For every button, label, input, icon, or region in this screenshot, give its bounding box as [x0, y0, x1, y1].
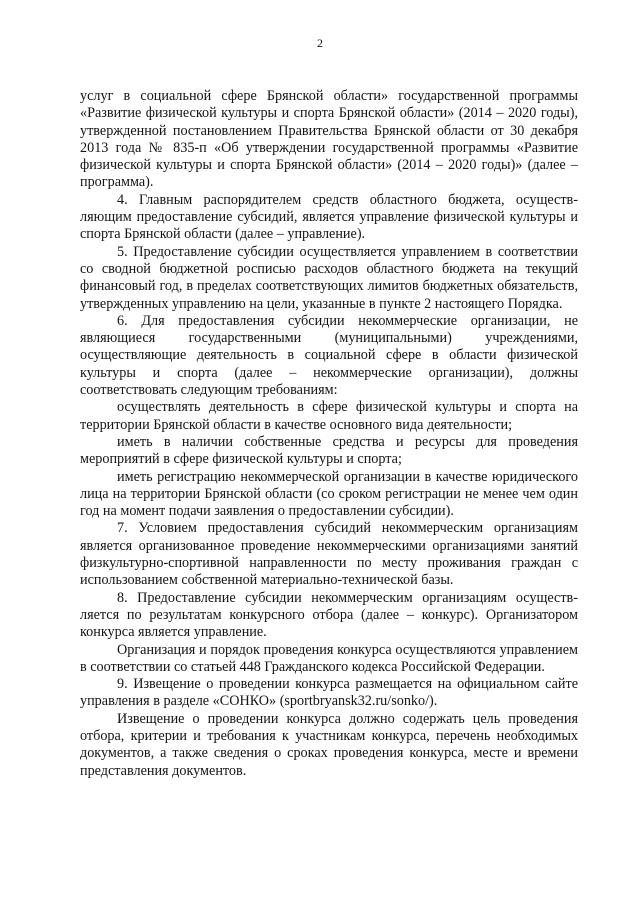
paragraph-item-7: 7. Условием предоставления субсидий некоммерческим организациям является организованное проведение некоммерческими организациями занятий физкультурно-спортивной направленности по месту проживания граждан с использованием собственной материально-технической базы.	[80, 520, 578, 589]
paragraph-item-4: 4. Главным распорядителем средств областного бюджета, осуществляющим предоставление субсидий, является управление физической культуры и спорта Брянской области (далее – управление).	[80, 191, 578, 243]
requirement-item: иметь в наличии собственные средства и ресурсы для проведения мероприятий в сфере физической культуры и спорта;	[80, 433, 578, 468]
paragraph-continuation: услуг в социальной сфере Брянской области» государственной программы «Развитие физической культуры и спорта Брянской области» (2014 – 2020 годы), утвержденной постановлением Правительства Брянской области от 30 декабря 2013 года № 835-п «Об утверждении государственной программы «Развитие физической культуры и спорта Брянской области» (2014 – 2020 годы)» (далее – программа).	[80, 88, 578, 191]
requirement-item: осуществлять деятельность в сфере физической культуры и спорта на территории Брянской области в качестве основного вида деятельности;	[80, 399, 578, 433]
paragraph-item-9: 9. Извещение о проведении конкурса размещается на официальном сайте управления в разделе «СОНКО» (sportbryansk32.ru/sonko/).	[80, 676, 578, 710]
page-number: 2	[317, 36, 323, 50]
paragraph-item-8: 8. Предоставление субсидии некоммерческим организациям осуществляется по результатам конкурсного отбора (далее – конкурс). Организатором конкурса является управление.	[80, 589, 578, 641]
paragraph-item-5: 5. Предоставление субсидии осуществляется управлением в соответствии со сводной бюджетной росписью расходов областного бюджета на текущий финансовый год, в пределах соответствующих лимитов бюджетных обязательств, утвержденных управлению на цели, указанные в пункте 2 настоящего Порядка.	[80, 243, 578, 312]
paragraph-item-6: 6. Для предоставления субсидии некоммерческие организации, не являющиеся государственными (муниципальными) учреждениями, осуществляющие деятельность в социальной сфере в области физической культуры и спорта (далее – некоммерческие организации), должны соответствовать следующим требованиям:	[80, 312, 578, 399]
requirement-item: иметь регистрацию некоммерческой организации в качестве юридического лица на территории Брянской области (со сроком регистрации не менее чем один год на момент подачи заявления о предоставлении субсидии).	[80, 468, 578, 520]
paragraph-contest-organization: Организация и порядок проведения конкурса осуществляются управлением в соответствии со статьей 448 Гражданского кодекса Российской Федерации.	[80, 641, 578, 675]
document-body	[80, 88, 578, 780]
paragraph-notice-contents: Извещение о проведении конкурса должно содержать цель проведения отбора, критерии и требования к участникам конкурса, перечень необходимых документов, а также сведения о сроках проведения конкурса, месте и времени представления документов.	[80, 710, 578, 779]
